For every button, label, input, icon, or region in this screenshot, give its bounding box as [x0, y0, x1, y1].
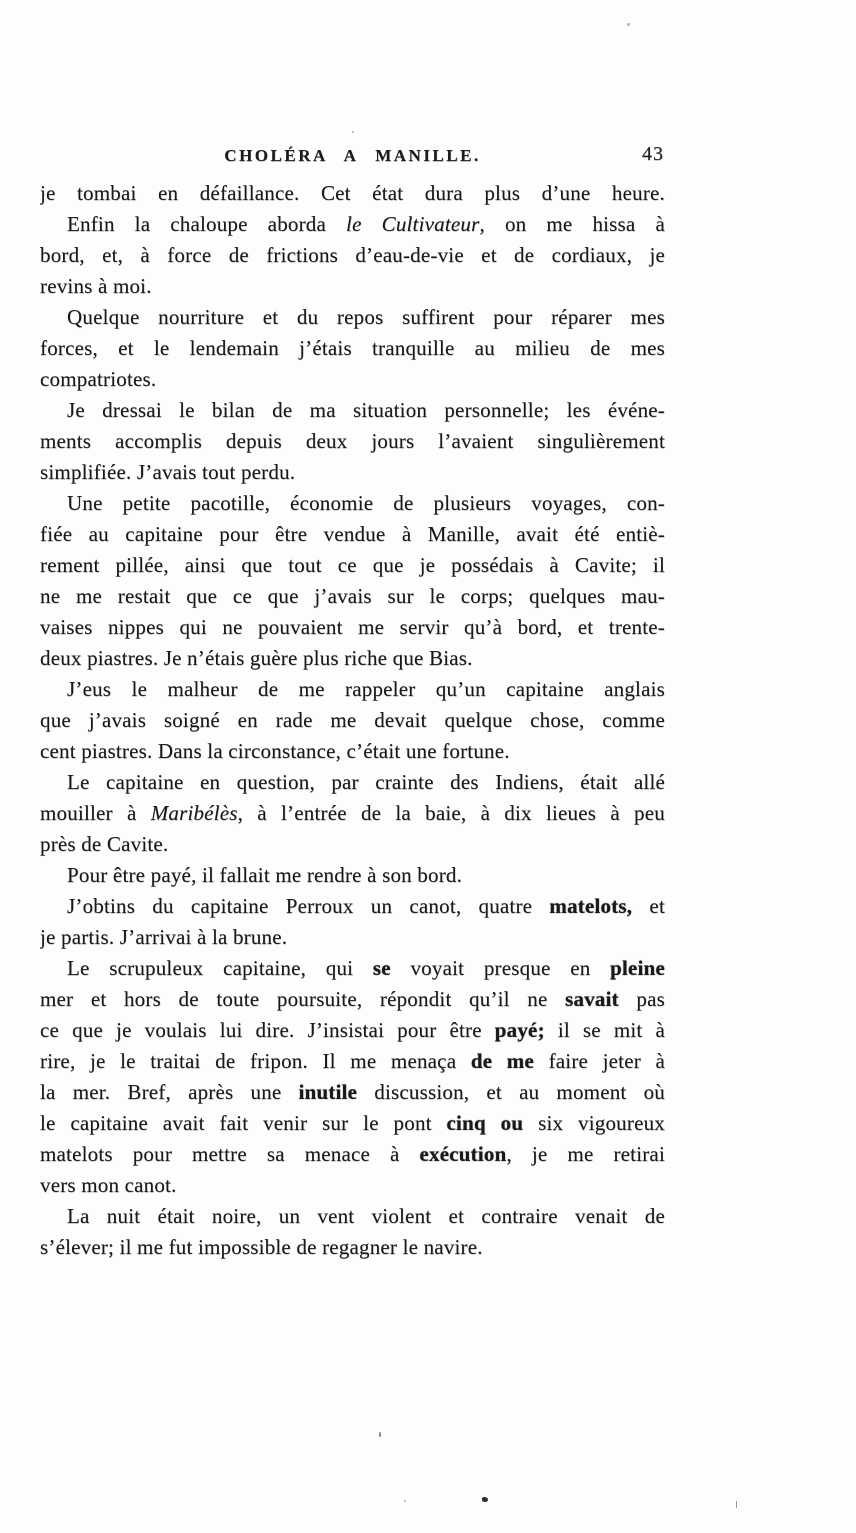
text-line — [40, 395, 665, 426]
italic-text: le Cultivateur — [346, 212, 480, 236]
text-segment: vers mon canot. — [40, 1173, 177, 1197]
text-line — [40, 240, 665, 271]
text-segment: J’obtins du capitaine Perroux un canot, quatre — [67, 894, 550, 918]
text-line — [40, 1139, 665, 1170]
text-segment: discussion, et au moment où — [357, 1080, 665, 1104]
text-line — [40, 922, 665, 953]
text-segment: mouiller à — [40, 801, 151, 825]
text-segment: la mer. Bref, après une — [40, 1080, 299, 1104]
text-line — [40, 488, 665, 519]
text-segment: cent piastres. Dans la circonstance, c’était une fortune. — [40, 739, 510, 763]
text-segment: compatriotes. — [40, 367, 157, 391]
text-segment: Quelque nourriture et du repos suffirent pour réparer mes — [67, 305, 665, 329]
text-segment: ments accomplis depuis deux jours l’avaient singulièrement — [40, 429, 665, 453]
text-line — [40, 612, 665, 643]
text-line — [40, 953, 665, 984]
text-segment: faire jeter à — [534, 1049, 665, 1073]
text-line — [40, 643, 665, 674]
text-segment: ce que je voulais lui dire. J’insistai pour être — [40, 1018, 495, 1042]
text-segment: Une petite pacotille, économie de plusieurs voyages, con- — [67, 491, 665, 515]
text-segment: matelots pour mettre sa menace à — [40, 1142, 420, 1166]
text-line — [40, 984, 665, 1015]
text-segment: près de Cavite. — [40, 832, 169, 856]
text-segment: se — [372, 956, 391, 980]
scan-speck — [404, 1500, 406, 1502]
text-segment: ne me restait que ce que j’avais sur le corps; quelques mau- — [40, 584, 665, 608]
text-segment: , je me retirai — [506, 1142, 665, 1166]
text-segment: savait — [565, 987, 619, 1011]
text-line — [40, 302, 665, 333]
text-line — [40, 1201, 665, 1232]
text-line — [40, 1077, 665, 1108]
text-line — [40, 798, 665, 829]
text-line — [40, 829, 665, 860]
text-segment: cinq ou — [446, 1111, 524, 1135]
text-segment: Le capitaine en question, par crainte des Indiens, était allé — [67, 770, 665, 794]
text-segment: Le scrupuleux capitaine, qui — [67, 956, 373, 980]
text-segment: pleine — [610, 956, 665, 980]
running-title: CHOLÉRA A MANILLE. — [224, 146, 481, 165]
text-segment: je partis. J’arrivai à la brune. — [40, 925, 288, 949]
text-segment: vaises nippes qui ne pouvaient me servir qu’à bord, et trente- — [40, 615, 665, 639]
text-segment: payé; — [494, 1018, 545, 1042]
italic-text: Maribélès — [150, 801, 238, 825]
text-segment: pas — [618, 987, 665, 1011]
text-line — [40, 271, 665, 302]
scan-speck — [736, 1501, 737, 1508]
text-segment: , à l’entrée de la baie, à dix lieues à peu — [237, 801, 665, 825]
text-segment: inutile — [298, 1080, 358, 1104]
text-segment: mer et hors de toute poursuite, répondit qu’il ne — [40, 987, 566, 1011]
text-segment: simplifiée. J’avais tout perdu. — [40, 460, 296, 484]
text-line — [40, 209, 665, 240]
text-segment: Pour être payé, il fallait me rendre à son bord. — [67, 863, 463, 887]
text-line — [40, 891, 665, 922]
text-segment: revins à moi. — [40, 274, 152, 298]
text-line — [40, 426, 665, 457]
text-segment: Enfin la chaloupe aborda — [67, 212, 347, 236]
page-body — [40, 178, 665, 1263]
text-line — [40, 1108, 665, 1139]
text-segment: de me — [470, 1049, 534, 1073]
text-line — [40, 705, 665, 736]
text-line — [40, 550, 665, 581]
text-segment: s’élever; il me fut impossible de regagner le navire. — [40, 1235, 483, 1259]
text-line — [40, 457, 665, 488]
text-line — [40, 581, 665, 612]
text-segment: exécution — [419, 1142, 507, 1166]
text-line — [40, 736, 665, 767]
text-block — [40, 143, 665, 1263]
text-segment: , on me hissa à — [479, 212, 665, 236]
text-line — [40, 674, 665, 705]
text-segment: matelots, — [549, 894, 633, 918]
text-segment: fiée au capitaine pour être vendue à Manille, avait été entiè- — [40, 522, 665, 546]
text-segment: Je dressai le bilan de ma situation personnelle; les événe- — [67, 398, 665, 422]
text-segment: rire, je le traitai de fripon. Il me menaça — [40, 1049, 471, 1073]
text-line — [40, 1046, 665, 1077]
running-header — [40, 143, 665, 172]
text-line — [40, 178, 665, 209]
text-segment: et — [632, 894, 665, 918]
text-segment: je tombai en défaillance. Cet état dura plus d’une heure. — [40, 181, 665, 205]
text-segment: deux piastres. Je n’étais guère plus riche que Bias. — [40, 646, 473, 670]
text-line — [40, 1170, 665, 1201]
text-segment: le capitaine avait fait venir sur le pont — [40, 1111, 447, 1135]
text-segment: six vigoureux — [523, 1111, 665, 1135]
text-line — [40, 1232, 665, 1263]
scan-speck — [379, 1432, 381, 1437]
text-segment: La nuit était noire, un vent violent et contraire venait de — [67, 1204, 665, 1228]
text-segment: rement pillée, ainsi que tout ce que je possédais à Cavite; il — [40, 553, 665, 577]
text-segment: il se mit à — [544, 1018, 665, 1042]
text-segment: forces, et le lendemain j’étais tranquille au milieu de mes — [40, 336, 665, 360]
text-line — [40, 860, 665, 891]
text-segment: voyait presque en — [390, 956, 611, 980]
scan-speck — [482, 1497, 488, 1502]
text-line — [40, 333, 665, 364]
scan-speck — [627, 23, 630, 26]
text-line — [40, 767, 665, 798]
page-number: 43 — [642, 143, 664, 165]
text-segment: que j’avais soigné en rade me devait quelque chose, comme — [40, 708, 665, 732]
text-line — [40, 364, 665, 395]
text-segment: J’eus le malheur de me rappeler qu’un capitaine anglais — [67, 677, 665, 701]
text-line — [40, 519, 665, 550]
scan-speck — [352, 131, 354, 133]
text-line — [40, 1015, 665, 1046]
text-segment: bord, et, à force de frictions d’eau-de-vie et de cordiaux, je — [40, 243, 665, 267]
